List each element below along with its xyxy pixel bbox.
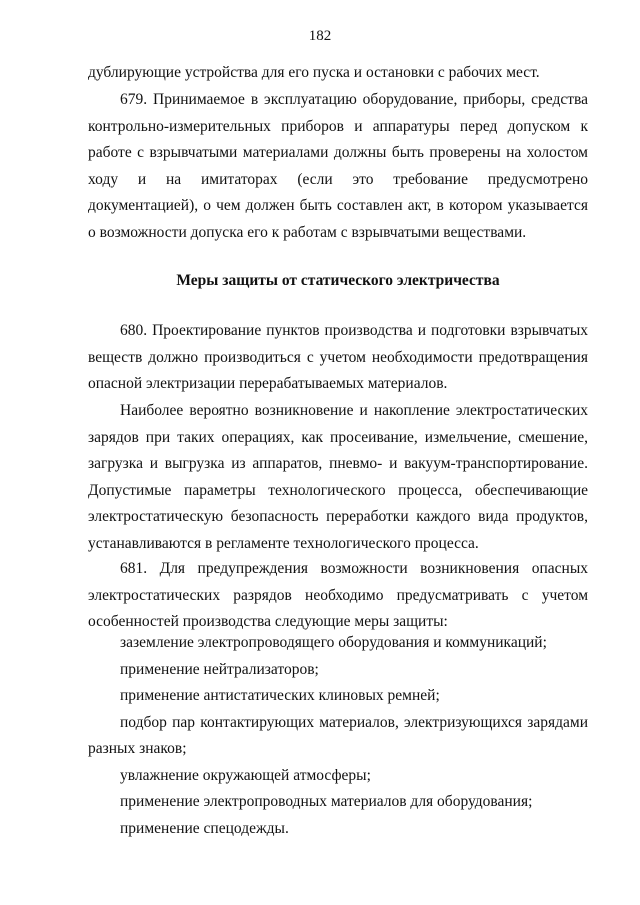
paragraph-679: 679. Принимаемое в эксплуатацию оборудование, приборы, средства контрольно-измерительных приборов и аппаратуры перед допуском к работе с взрывчатыми материалами должны быть проверены на холостом ходу и на имитаторах (если это требование предусмотрено документацией), о чем должен быть составлен акт, в котором указывается о возможности допуска его к работам с взрывчатыми веществами.: [88, 91, 588, 241]
list-item: подбор пар контактирующих материалов, электризующихся зарядами разных знаков;: [88, 713, 588, 757]
paragraph-680b: Наиболее вероятно возникновение и накопление электростатических зарядов при таких операциях, как просеивание, измельчение, смешение, загрузка и выгрузка из аппаратов, пневмо- и вакуум-транспортирование. Допустимые параметры технологического процесса, обеспечивающие электростатическую безопасность переработки каждого вида продуктов, устанавливаются в регламенте технологического процесса.: [88, 402, 588, 552]
intro-continuation: дублирующие устройства для его пуска и остановки с рабочих мест.: [88, 64, 540, 81]
paragraph-680-block: [88, 318, 588, 398]
list-item: применение спецодежды.: [120, 819, 289, 837]
intro-continuation-block: [88, 60, 588, 87]
section-heading: Меры защиты от статического электричества: [176, 272, 500, 289]
list-item: применение антистатических клиновых ремней;: [120, 687, 440, 704]
paragraph-680: 680. Проектирование пунктов производства и подготовки взрывчатых веществ должно производиться с учетом необходимости предотвращения опасной электризации перерабатываемых материалов.: [88, 322, 588, 392]
paragraph-679-block: [88, 87, 588, 246]
list-item: применение электропроводных материалов для оборудования;: [120, 793, 533, 810]
paragraph-681: 681. Для предупреждения возможности возникновения опасных электростатических разрядов необходимо предусматривать с учетом особенностей производства следующие меры защиты:: [88, 560, 588, 630]
section-heading-block: [88, 268, 588, 295]
list-item: заземление электропроводящего оборудования и коммуникаций;: [120, 634, 547, 651]
measures-list: [88, 630, 588, 842]
paragraph-680b-block: [88, 398, 588, 557]
paragraph-681-block: [88, 556, 588, 636]
list-item: увлажнение окружающей атмосферы;: [120, 766, 371, 784]
list-item: применение нейтрализаторов;: [120, 660, 319, 678]
page-number: 182: [308, 28, 332, 44]
